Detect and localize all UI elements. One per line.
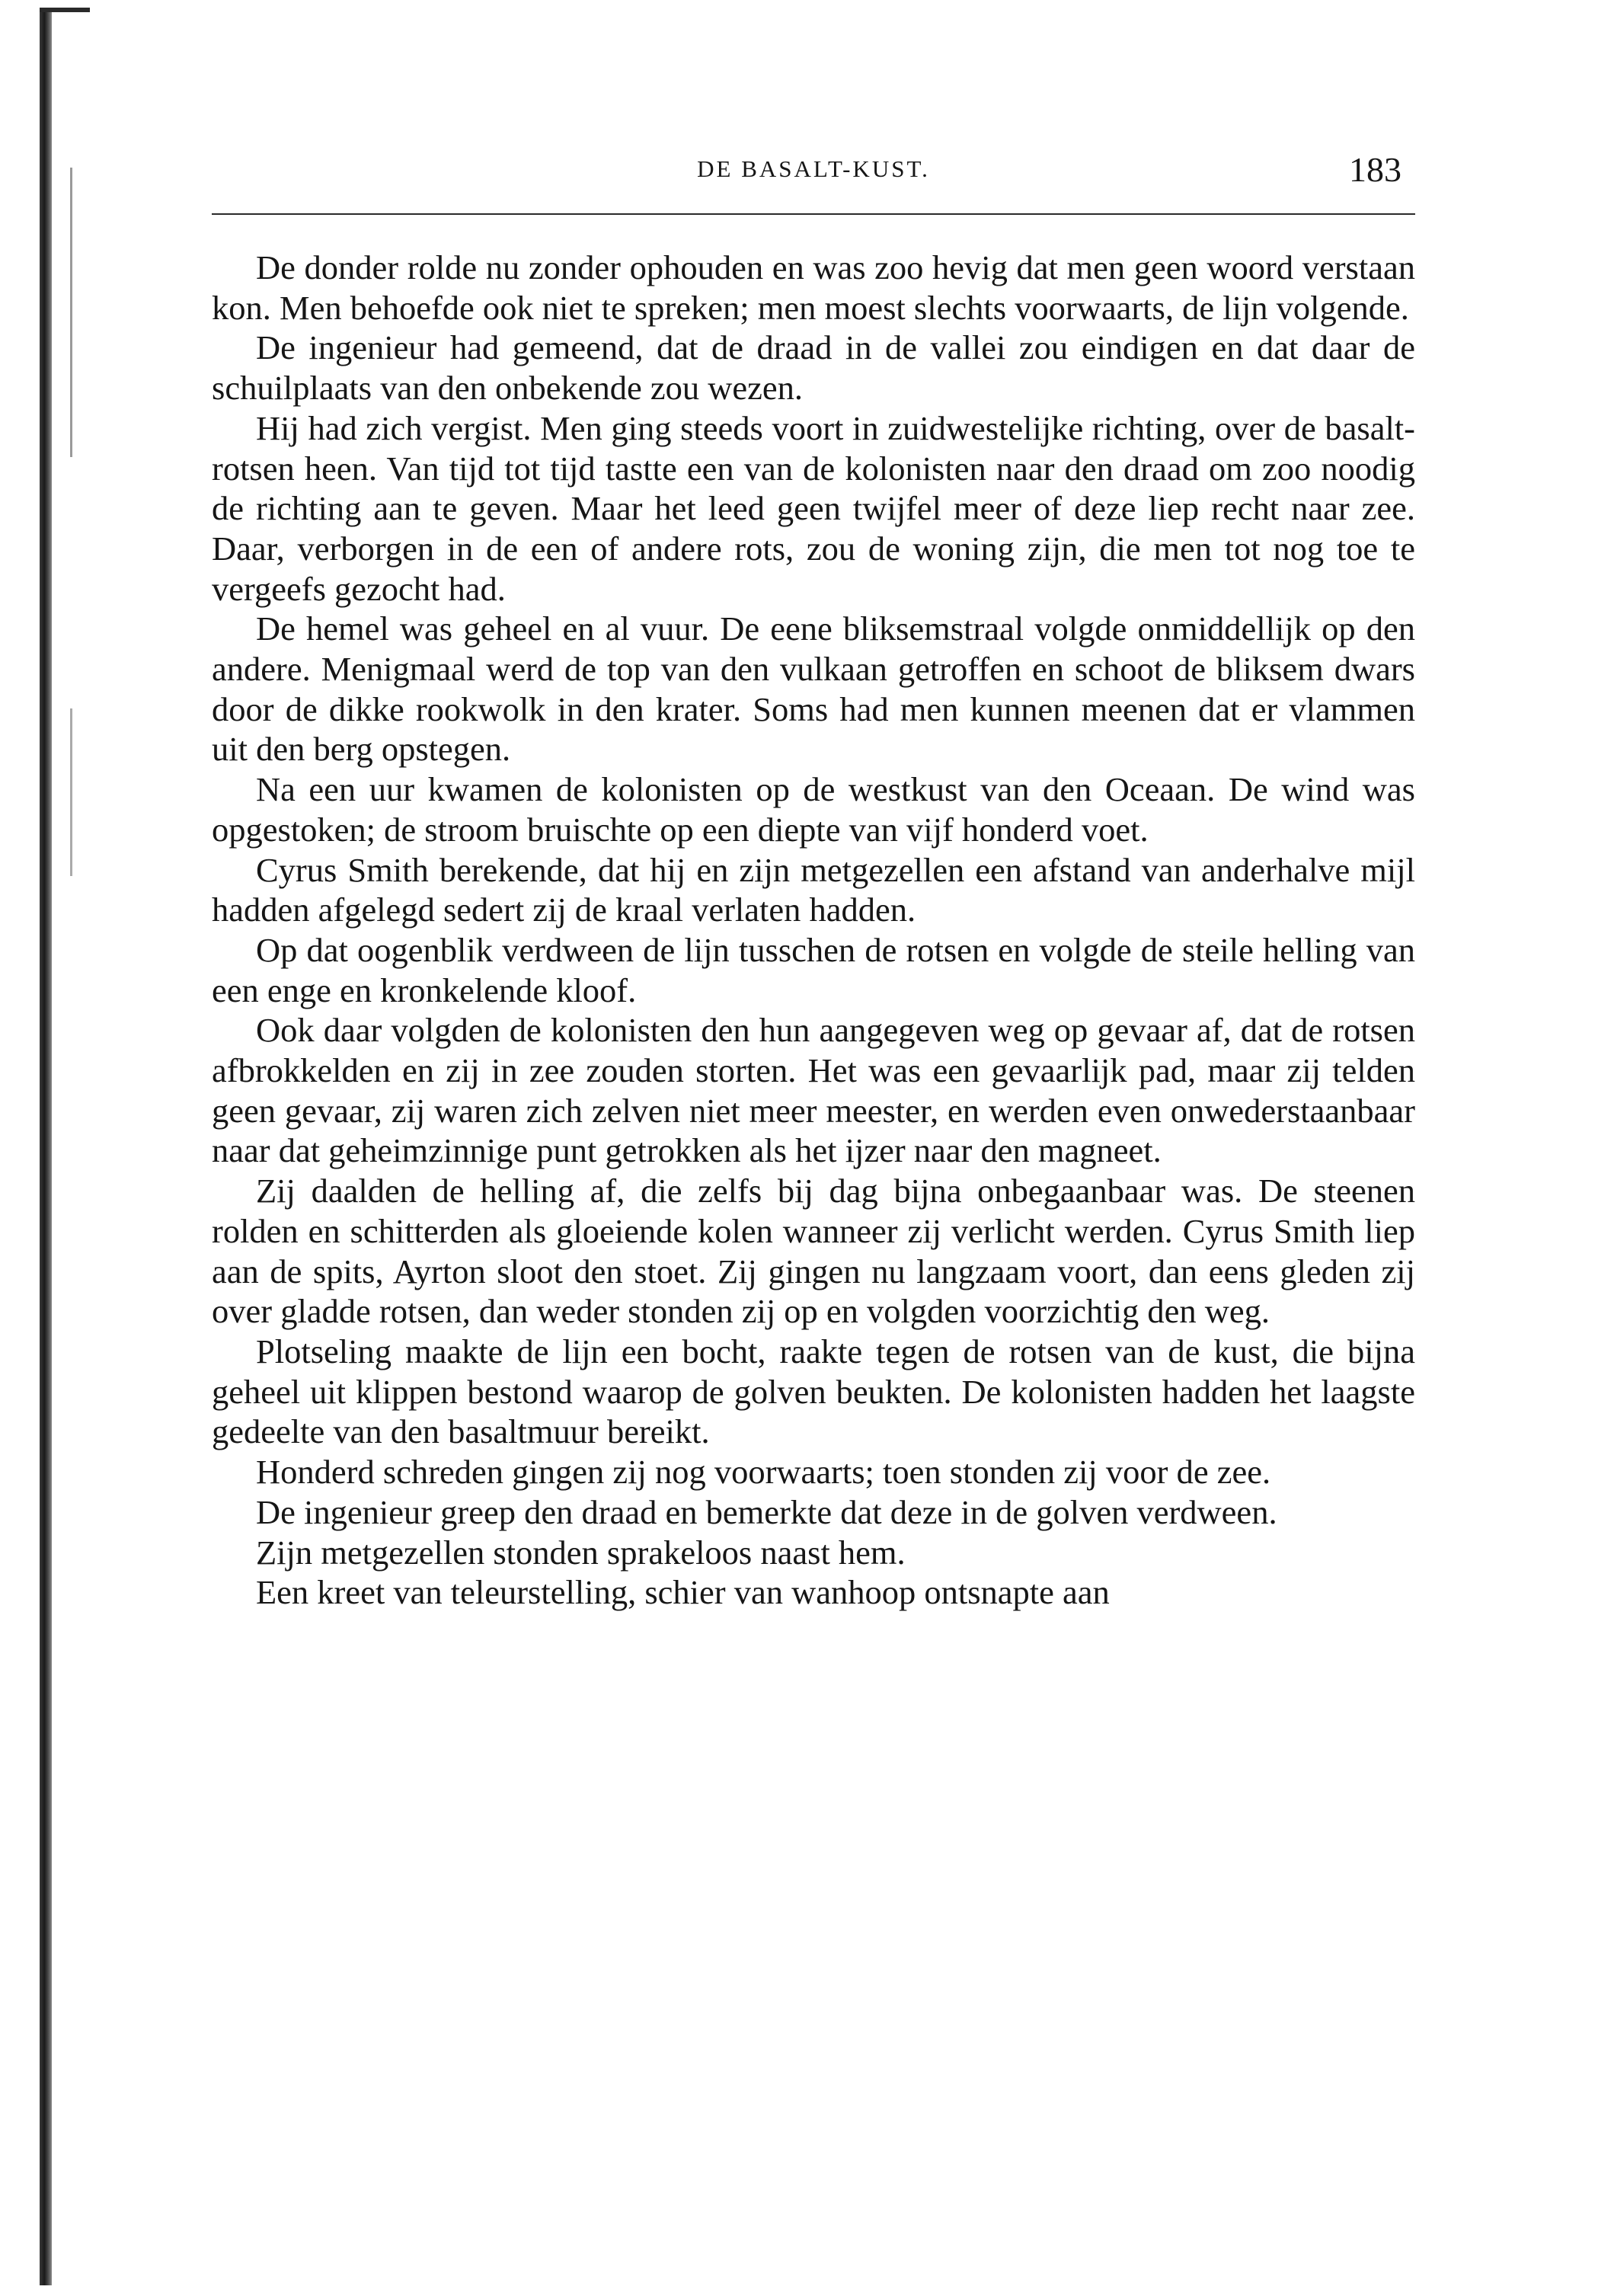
page-binding-line <box>70 708 72 876</box>
header-rule <box>212 213 1415 215</box>
paragraph: Na een uur kwamen de kolonisten op de westkust van den Oceaan. De wind was opgestoken; de stroom bruischte op een diepte van vijf honderd voet. <box>212 770 1415 849</box>
page-binding-edge <box>40 8 52 2285</box>
page-header <box>212 149 1415 203</box>
paragraph: Zijn metgezellen stonden sprakeloos naast hem. <box>256 1533 906 1572</box>
paragraph: De ingenieur had gemeend, dat de draad in de vallei zou eindigen en dat daar de schuilplaats van den onbekende zou wezen. <box>212 328 1415 408</box>
running-title: DE BASALT-KUST. <box>697 155 930 182</box>
paragraph: De donder rolde nu zonder ophouden en was zoo hevig dat men geen woord verstaan kon. Men behoefde ook niet te spreken; men moest slechts voorwaarts, de lijn volgende. <box>212 248 1415 327</box>
paragraph: De hemel was geheel en al vuur. De eene bliksemstraal volgde onmiddellijk op den andere. Menigmaal werd de top van den vulkaan getroffen en schoot de bliksem dwars door de dikke rookwolk in den krater. Soms had men kunnen meenen dat er vlammen uit den berg opstegen. <box>212 609 1415 769</box>
body-text <box>212 248 1415 1613</box>
paragraph: Honderd schreden gingen zij nog voorwaarts; toen stonden zij voor de zee. <box>256 1453 1271 1492</box>
paragraph: Cyrus Smith berekende, dat hij en zijn metgezellen een afstand van anderhalve mijl hadden afgelegd sedert zij de kraal verlaten hadden. <box>212 850 1415 929</box>
page-binding-line <box>70 168 72 457</box>
paragraph: Hij had zich vergist. Men ging steeds voort in zuidwestelijke richting, over de basalt-rotsen heen. Van tijd tot tijd tastte een van de kolonisten naar den draad om zoo noodig de richting aan te geven. Maar het leed geen twijfel meer of deze liep recht naar zee. Daar, verborgen in de een of andere rots, zou de woning zijn, die men tot nog toe te vergeefs gezocht had. <box>212 408 1415 608</box>
paragraph: Een kreet van teleurstelling, schier van wanhoop ontsnapte aan <box>256 1573 1110 1612</box>
paragraph: De ingenieur greep den draad en bemerkte dat deze in de golven verdween. <box>256 1492 1277 1531</box>
page-binding-corner <box>40 8 90 12</box>
paragraph: Op dat oogenblik verdween de lijn tusschen de rotsen en volgde de steile helling van een enge en kronkelende kloof. <box>212 930 1415 1009</box>
page-number: 183 <box>1349 150 1401 189</box>
paragraph: Zij daalden de helling af, die zelfs bij dag bijna onbegaanbaar was. De steenen rolden en schitterden als gloeiende kolen wanneer zij verlicht werden. Cyrus Smith liep aan de spits, Ayrton sloot den stoet. Zij gingen nu langzaam voort, dan eens gleden zij over gladde rotsen, dan weder stonden zij op en volgden voorzichtig den weg. <box>212 1172 1415 1331</box>
paragraph: Plotseling maakte de lijn een bocht, raakte tegen de rotsen van de kust, die bijna geheel uit klippen bestond waarop de golven beukten. De kolonisten hadden het laagste gedeelte van den basaltmuur bereikt. <box>212 1332 1415 1451</box>
paragraph: Ook daar volgden de kolonisten den hun aangegeven weg op gevaar af, dat de rotsen afbrokkelden en zij in zee zouden storten. Het was een gevaarlijk pad, maar zij telden geen gevaar, zij waren zich zelven niet meer meester, en werden even onwederstaanbaar naar dat geheimzinnige punt getrokken als het ijzer naar den magneet. <box>212 1011 1415 1170</box>
